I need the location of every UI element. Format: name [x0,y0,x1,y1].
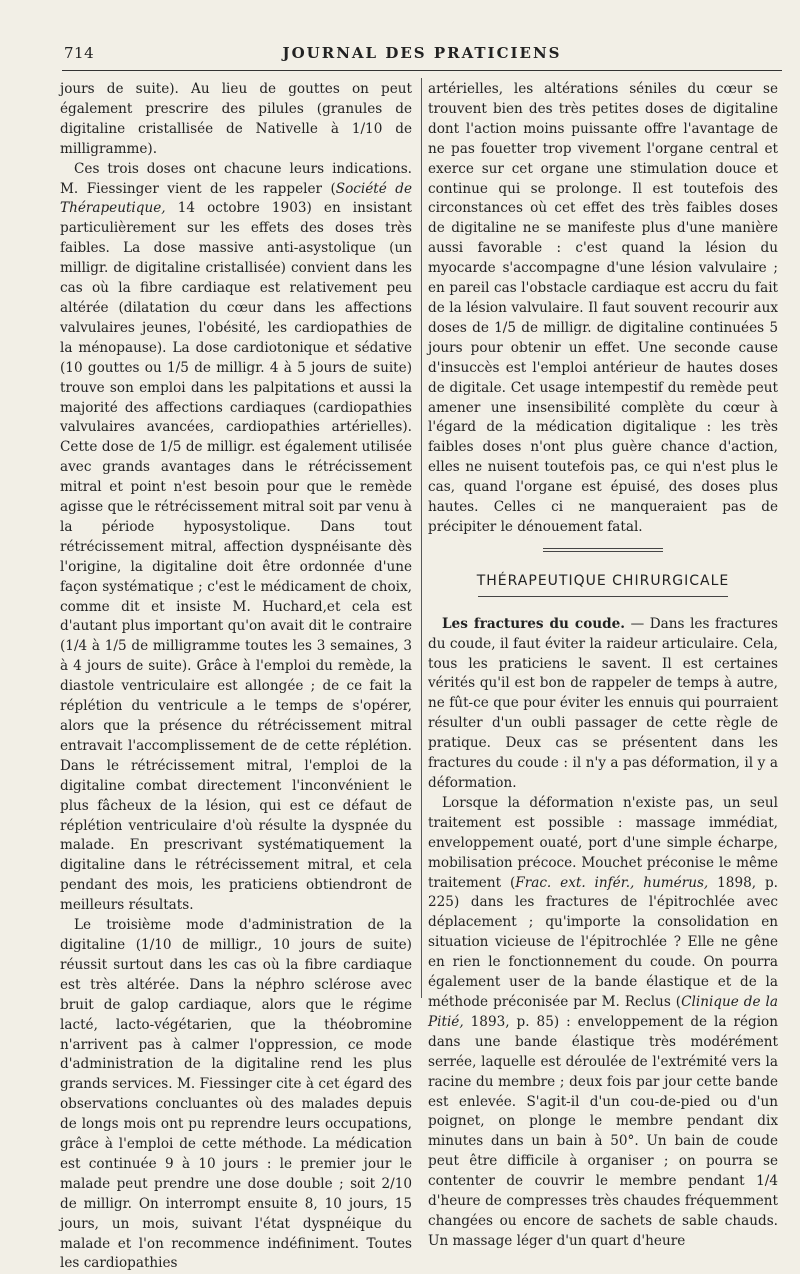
text-run: Ces trois doses ont chacune leurs indications. M. Fiessinger vient de les rappeler ( [60,160,412,197]
left-column [60,80,412,1274]
right-column [428,80,778,1252]
section-title-rule [478,596,728,597]
paragraph [428,615,778,794]
page-header [62,40,782,64]
text-run: 1898, p. 225) dans les fractures de l'épitrochlée avec déplacement ; qu'importe la consolidation en situation vicieuse de l'épitrochlée ? Elle ne gêne en rien le fonctionnement du coude. On pourra également user de la bande élastique et de la méthode préconisée par M. Reclus ( [428,874,778,1010]
section-title: THÉRAPEUTIQUE CHIRURGICALE [476,572,730,589]
citation: Société de Thérapeutique, [60,180,412,217]
section-separator [543,548,663,552]
running-title: JOURNAL DES PRATICIENS [282,44,562,62]
paragraph: artérielles, les altérations séniles du cœur se trouvent bien des très petites doses de digitaline dont l'action moins puissante offre l'avantage de ne pas fouetter trop vivement l'organe central et exerce sur cet organe une stimulation douce et continue qui se prolonge. Il est toutefois des circonstances où cet effet des très faibles doses de digitaline ne se manifeste plus d'une manière aussi favorable : c'est quand la lésion du myocarde s'accompagne d'une lésion valvulaire ; en pareil cas l'obstacle cardiaque est accru du fait de la lésion valvulaire. Il faut souvent recourir aux doses de 1/5 de milligr. de digitaline continuées 5 jours pour obtenir un effet. Une seconde cause d'insuccès est l'emploi antérieur de hautes doses de digitale. Cet usage intempestif du remède peut amener une insensibilité complète du cœur à l'égard de la médication digitalique : les très faibles doses n'ont plus guère chance d'action, elles ne nuisent toutefois pas, ce qui n'est plus le cas, quand l'organe est épuisé, des doses plus hautes. Celles ci ne manqueraient pas de précipiter le dénouement fatal. [428,81,778,535]
paragraph [60,160,412,916]
text-run: Lorsque la déformation n'existe pas, un seul traitement est possible : massage immédiat, enveloppement ouaté, port d'une simple écharpe, mobilisation précoce. Mouchet préconise le même traitement ( [428,794,778,891]
paragraph: jours de suite). Au lieu de gouttes on peut également prescrire des pilules (granules de digitaline cristallisée de Nativelle à 1/10 de milligramme). [60,81,412,157]
citation: Clinique de la Pitié, [428,993,778,1030]
page-number: 714 [64,44,95,62]
text-run: — Dans les fractures du coude, il faut éviter la raideur articulaire. Cela, tous les praticiens le savent. Il est certaines vérités qu'il est bon de rappeler de temps à autre, ne fût-ce que pour éviter les ennuis qui pourraient résulter d'un oubli passager de cette règle de pratique. Deux cas se présentent dans les fractures du coude : il n'y a pas déformation, il y a déformation. [428,615,778,791]
article-lead: Les fractures du coude. [442,615,626,632]
header-rule [62,70,782,71]
text-run: 14 octobre 1903) en insistant particulièrement sur les effets des doses très faibles. La dose massive anti-asystolique (un milligr. de digitaline cristallisée) convient dans les cas où la fibre cardiaque est relativement peu altérée (dilatation du cœur dans les affections valvulaires jeunes, l'obésité, les cardiopathies de la ménopause). La dose cardiotonique et sédative (10 gouttes ou 1/5 de milligr. 4 à 5 jours de suite) trouve son emploi dans les palpitations et aussi la majorité des affections cardiaques (cardiopathies valvulaires avancées, cardiopathies artérielles). Cette dose de 1/5 de milligr. est également utilisée avec grands avantages dans le rétrécissement mitral et point n'est besoin pour que le remède agisse que le rétrécissement mitral soit par venu à la période hyposystolique. Dans tout rétrécissement mitral, affection dyspnéisante dès l'origine, la digitaline doit être ordonnée d'une façon systématique ; c'est le médicament de choix, comme dit et insiste M. Huchard,et cela est d'autant plus important qu'on avait dit le contraire (1/4 à 1/5 de milligramme toutes les 3 semaines, 3 à 4 jours de suite). Grâce à l'emploi du remède, la diastole ventriculaire est allongée ; de ce fait la réplétion du ventricule a le temps de s'opérer, alors que la présence du rétrécissement mitral entravait l'accomplissement de de cette réplétion. Dans le rétrécissement mitral, l'emploi de la digitaline combat directement l'inconvénient le plus fâcheux de la lésion, qui est ce défaut de réplétion ventriculaire d'où résulte la dyspnée du malade. En prescrivant systématiquement la digitaline dans le rétrécissement mitral, et cela pendant des mois, les praticiens obtiendront de meilleurs résultats. [60,200,412,914]
citation: Frac. ext. infér., humérus, [515,874,709,891]
text-run: 1893, p. 85) : enveloppement de la région dans une bande élastique très modérément serrée, laquelle est déroulée de l'extrémité vers la racine du membre ; deux fois par jour cette bande est enlevée. S'agit-il d'un cou-de-pied ou d'un poignet, on plonge le membre pendant dix minutes dans un bain à 50°. Un bain de coude peut être difficile à organiser ; on pourra se contenter de couvrir le membre pendant 1/4 d'heure de compresses très chaudes fréquemment changées ou encore de sachets de sable chauds. Un massage léger d'un quart d'heure [428,1013,778,1249]
paragraph: Le troisième mode d'administration de la digitaline (1/10 de milligr., 10 jours de suite) réussit surtout dans les cas où la fibre cardiaque est très altérée. Dans la néphro sclérose avec bruit de galop cardiaque, alors que le régime lacté, lacto-végétarien, que la théobromine n'arrivent pas à calmer l'oppression, ce mode d'administration de la digitaline rend les plus grands services. M. Fiessinger cite à cet égard des observations concluantes où des malades depuis de longs mois ont pu reprendre leurs occupations, grâce à l'emploi de cette méthode. La médication est continuée 9 à 10 jours : le premier jour le malade peut prendre une dose double ; soit 2/10 de milligr. On interrompt ensuite 8, 10 jours, 15 jours, un mois, suivant l'état dyspnéique du malade et l'on recommence indéfiniment. Toutes les cardiopathies [60,917,412,1272]
paragraph [428,794,778,1252]
column-rule [421,78,422,998]
